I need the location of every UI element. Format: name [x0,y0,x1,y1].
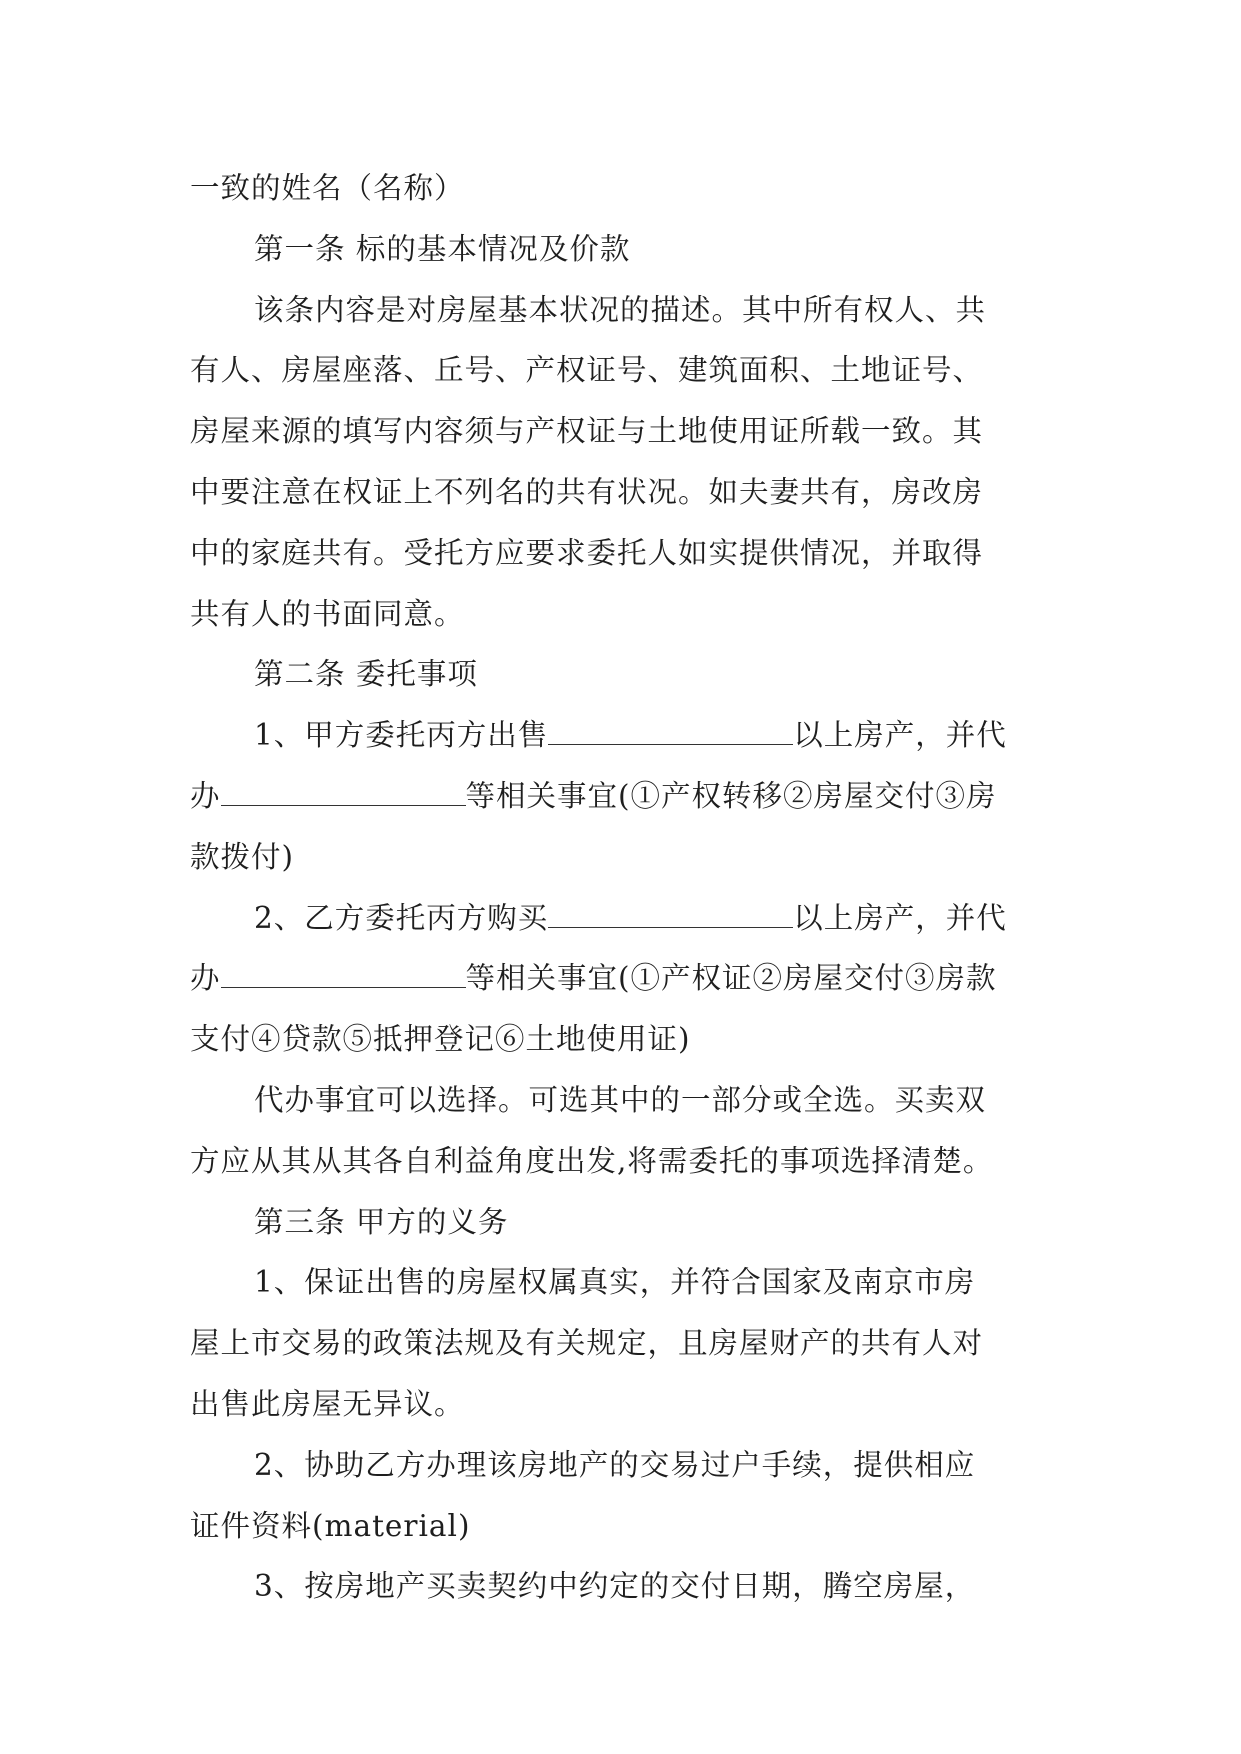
text-line: 一致的姓名（名称） [190,171,465,205]
text-line: 方应从其从其各自利益角度出发,将需委托的事项选择清楚。 [190,1143,994,1178]
clause-text: 以上房产，并代 [793,718,1007,753]
text-line: 3、按房地产买卖契约中约定的交付日期，腾空房屋， [254,1569,976,1604]
document-body [190,158,1050,1617]
text-line: 证件资料(material) [190,1508,471,1543]
article-heading: 第二条 委托事项 [254,657,478,692]
text-line: 共有人的书面同意。 [190,596,465,631]
article-heading: 第三条 甲方的义务 [254,1204,509,1239]
clause-line [190,766,1050,827]
text-line: 中的家庭共有。受托方应要求委托人如实提供情况，并取得 [190,535,984,570]
fill-blank [221,771,466,806]
clause-text: 等相关事宜(①产权证②房屋交付③房款 [465,961,997,996]
text-line: 该条内容是对房屋基本状况的描述。其中所有权人、共 [254,292,987,327]
text-line: 有人、房屋座落、丘号、产权证号、建筑面积、土地证号、 [190,353,984,388]
article-heading: 第一条 标的基本情况及价款 [254,231,631,266]
text-line: 款拨付) [190,839,295,874]
fill-blank [548,893,793,928]
text-line: 中要注意在权证上不列名的共有状况。如夫妻共有，房改房 [190,474,984,509]
fill-blank [221,953,466,988]
clause-line [190,705,1050,766]
text-line: 出售此房屋无异议。 [190,1386,465,1421]
text-line: 屋上市交易的政策法规及有关规定，且房屋财产的共有人对 [190,1326,984,1361]
clause-line [190,888,1050,949]
text-line: 1、保证出售的房屋权属真实，并符合国家及南京市房 [254,1265,976,1300]
text-line: 房屋来源的填写内容须与产权证与土地使用证所载一致。其 [190,414,984,449]
text-line: 2、协助乙方办理该房地产的交易过户手续，提供相应 [254,1447,976,1482]
clause-line [190,948,1050,1009]
text-line: 代办事宜可以选择。可选其中的一部分或全选。买卖双 [254,1082,987,1117]
clause-text: 2、乙方委托丙方购买 [254,900,549,935]
clause-text: 办 [190,961,221,996]
clause-text: 以上房产，并代 [793,900,1007,935]
clause-text: 办 [190,778,221,813]
fill-blank [548,710,793,745]
clause-text: 等相关事宜(①产权转移②房屋交付③房 [465,778,997,813]
clause-text: 1、甲方委托丙方出售 [254,718,549,753]
text-line: 支付④贷款⑤抵押登记⑥土地使用证) [190,1022,691,1057]
